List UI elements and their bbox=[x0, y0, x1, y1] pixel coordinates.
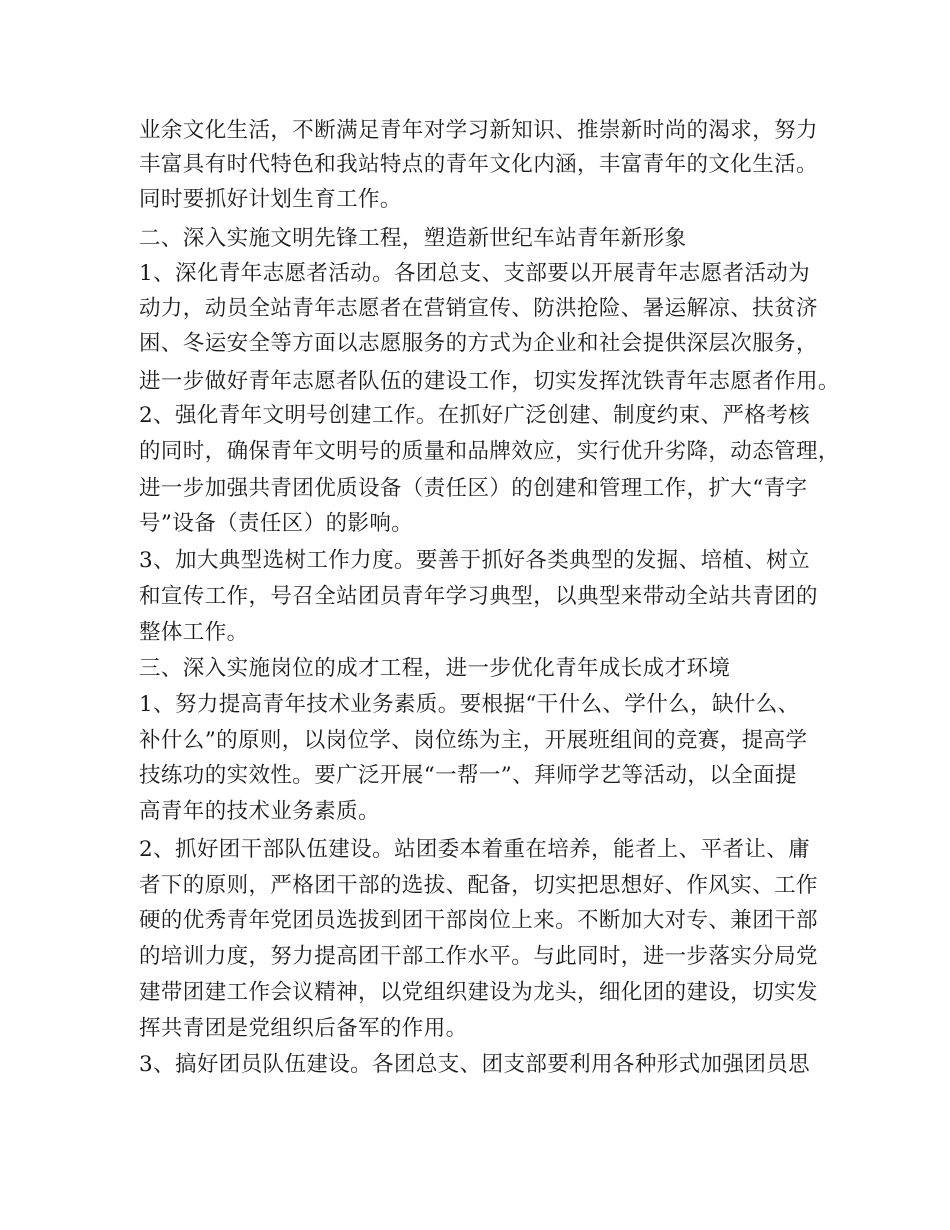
body-text-line: 者下的原则，严格团干部的选拔、配备，切实把思想好、作风实、工作 bbox=[139, 873, 818, 898]
body-text-line: 高青年的技术业务素质。 bbox=[139, 799, 380, 824]
body-text-line: 3、加大典型选树工作力度。要善于抓好各类典型的发掘、培植、树立 bbox=[139, 548, 811, 573]
section-heading: 三、深入实施岗位的成才工程，进一步优化青年成长成才环境 bbox=[139, 656, 731, 681]
body-text-line: 整体工作。 bbox=[139, 620, 249, 645]
body-text-line: 挥共青团是党组织后备军的作用。 bbox=[139, 1016, 468, 1041]
body-text-line: 动力，动员全站青年志愿者在营销宣传、防洪抢险、暑运解凉、扶贫济 bbox=[139, 296, 818, 321]
body-text-line: 号”设备（责任区）的影响。 bbox=[139, 511, 414, 536]
body-text-line: 2、抓好团干部队伍建设。站团委本着重在培养，能者上、平者让、庸 bbox=[139, 837, 811, 862]
section-heading: 二、深入实施文明先锋工程，塑造新世纪车站青年新形象 bbox=[139, 226, 687, 251]
body-text-line: 1、努力提高青年技术业务素质。要根据“干什么、学什么，缺什么、 bbox=[139, 692, 800, 717]
body-text-line: 丰富具有时代特色和我站特点的青年文化内涵，丰富青年的文化生活。 bbox=[139, 152, 818, 177]
body-text-line: 进一步做好青年志愿者队伍的建设工作，切实发挥沈铁青年志愿者作用。 bbox=[139, 369, 840, 394]
body-text-line: 的培训力度，努力提高团干部工作水平。与此同时，进一步落实分局党 bbox=[139, 944, 818, 969]
body-text-line: 3、搞好团员队伍建设。各团总支、团支部要利用各种形式加强团员思 bbox=[139, 1052, 811, 1077]
body-text-line: 1、深化青年志愿者活动。各团总支、支部要以开展青年志愿者活动为 bbox=[139, 261, 811, 286]
body-text-line: 的同时，确保青年文明号的质量和品牌效应，实行优升劣降，动态管理， bbox=[139, 439, 840, 464]
body-text-line: 硬的优秀青年党团员选拔到团干部岗位上来。不断加大对专、兼团干部 bbox=[139, 908, 818, 933]
body-text-line: 2、强化青年文明号创建工作。在抓好广泛创建、制度约束、严格考核 bbox=[139, 403, 811, 428]
body-text-line: 技练功的实效性。要广泛开展“一帮一”、拜师学艺等活动，以全面提 bbox=[139, 763, 797, 788]
body-text-line: 补什么”的原则，以岗位学、岗位练为主，开展班组间的竞赛，提高学 bbox=[139, 728, 808, 753]
body-text-line: 困、冬运安全等方面以志愿服务的方式为企业和社会提供深层次服务， bbox=[139, 331, 818, 356]
body-text-line: 业余文化生活，不断满足青年对学习新知识、推崇新时尚的渴求，努力 bbox=[139, 118, 818, 143]
body-text-line: 和宣传工作，号召全站团员青年学习典型，以典型来带动全站共青团的 bbox=[139, 584, 818, 609]
body-text-line: 进一步加强共青团优质设备（责任区）的创建和管理工作，扩大“青字 bbox=[139, 476, 808, 501]
body-text-line: 同时要抓好计划生育工作。 bbox=[139, 187, 402, 212]
body-text-line: 建带团建工作会议精神，以党组织建设为龙头，细化团的建设，切实发 bbox=[139, 980, 818, 1005]
